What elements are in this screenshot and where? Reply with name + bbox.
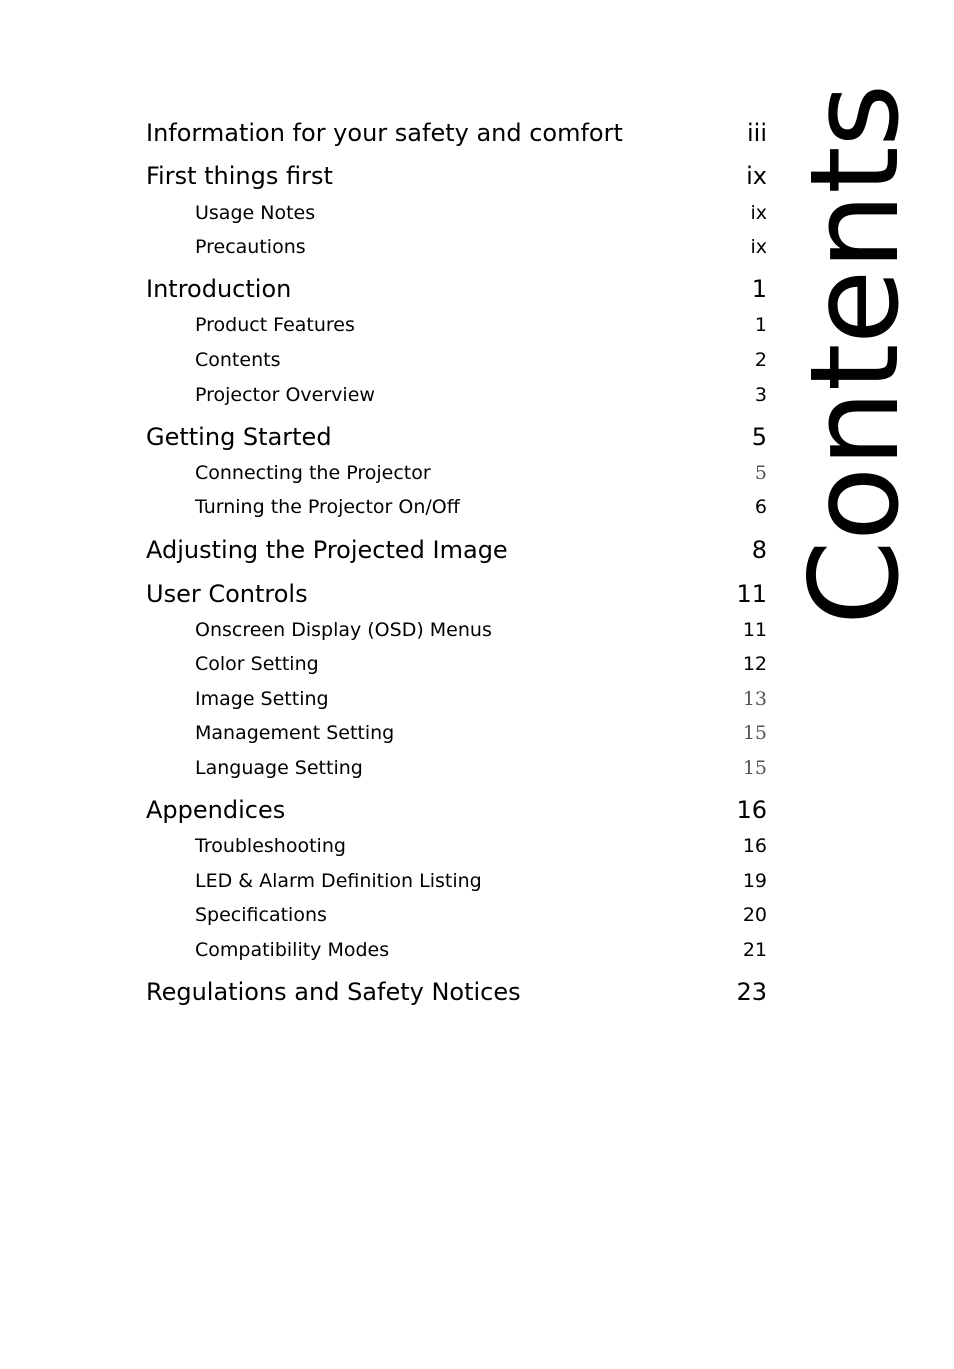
toc-entry-page: 1	[751, 275, 767, 303]
toc-entry-page: 23	[736, 978, 767, 1006]
toc-entry-title: Precautions	[195, 236, 306, 258]
toc-entry-title: Language Setting	[195, 757, 363, 779]
toc-entry-page: 19	[742, 870, 767, 892]
toc-entry-page: 11	[742, 619, 767, 641]
toc-entry-page: ix	[746, 162, 767, 190]
toc-entry-page: 15	[742, 722, 767, 744]
toc-entry-page: 8	[751, 536, 767, 564]
contents-side-title: Contents	[784, 84, 926, 626]
toc-entry-title: Projector Overview	[195, 384, 375, 406]
toc-entry-title: Usage Notes	[195, 202, 316, 224]
toc-entry-title: Getting Started	[146, 423, 332, 451]
toc-entry-page: 12	[742, 653, 767, 675]
toc-entry-title: Contents	[195, 349, 281, 371]
toc-entry-page: ix	[750, 236, 767, 258]
toc-entry-title: Connecting the Projector	[195, 462, 431, 484]
toc-entry-page: 1	[754, 314, 767, 336]
toc-entry-title: User Controls	[146, 580, 308, 608]
toc-entry-title: Product Features	[195, 314, 355, 336]
toc-entry-page: 2	[754, 349, 767, 371]
toc-entry-page: 20	[742, 904, 767, 926]
toc-entry-page: iii	[746, 119, 767, 147]
toc-entry-title: Management Setting	[195, 722, 395, 744]
toc-entry-page: 16	[742, 835, 767, 857]
toc-entry-title: Appendices	[146, 796, 286, 824]
toc-entry-title: Regulations and Safety Notices	[146, 978, 521, 1006]
toc-entry-title: Introduction	[146, 275, 292, 303]
toc-entry-page: 16	[736, 796, 767, 824]
toc-entry-title: Compatibility Modes	[195, 939, 390, 961]
toc-entry-title: Adjusting the Projected Image	[146, 536, 508, 564]
toc-entry-page: ix	[750, 202, 767, 224]
toc-entry-title: Onscreen Display (OSD) Menus	[195, 619, 492, 641]
toc-entry-title: Information for your safety and comfort	[146, 119, 623, 147]
toc-entry-page: 11	[736, 580, 767, 608]
toc-entry-title: First things first	[146, 162, 333, 190]
toc-entry-title: Color Setting	[195, 653, 319, 675]
toc-entry-title: LED & Alarm Definition Listing	[195, 870, 482, 892]
toc-entry-title: Image Setting	[195, 688, 329, 710]
toc-entry-page: 5	[751, 423, 767, 451]
toc-entry-title: Troubleshooting	[195, 835, 346, 857]
toc-entry-title: Turning the Projector On/Off	[195, 496, 460, 518]
toc-entry-page: 5	[754, 462, 767, 484]
toc-entry-page: 15	[742, 757, 767, 779]
toc-entry-title: Specifications	[195, 904, 327, 926]
toc-entry-page: 21	[742, 939, 767, 961]
toc-entry-page: 6	[754, 496, 767, 518]
toc-entry-page: 3	[754, 384, 767, 406]
toc-entry-page: 13	[742, 688, 767, 710]
